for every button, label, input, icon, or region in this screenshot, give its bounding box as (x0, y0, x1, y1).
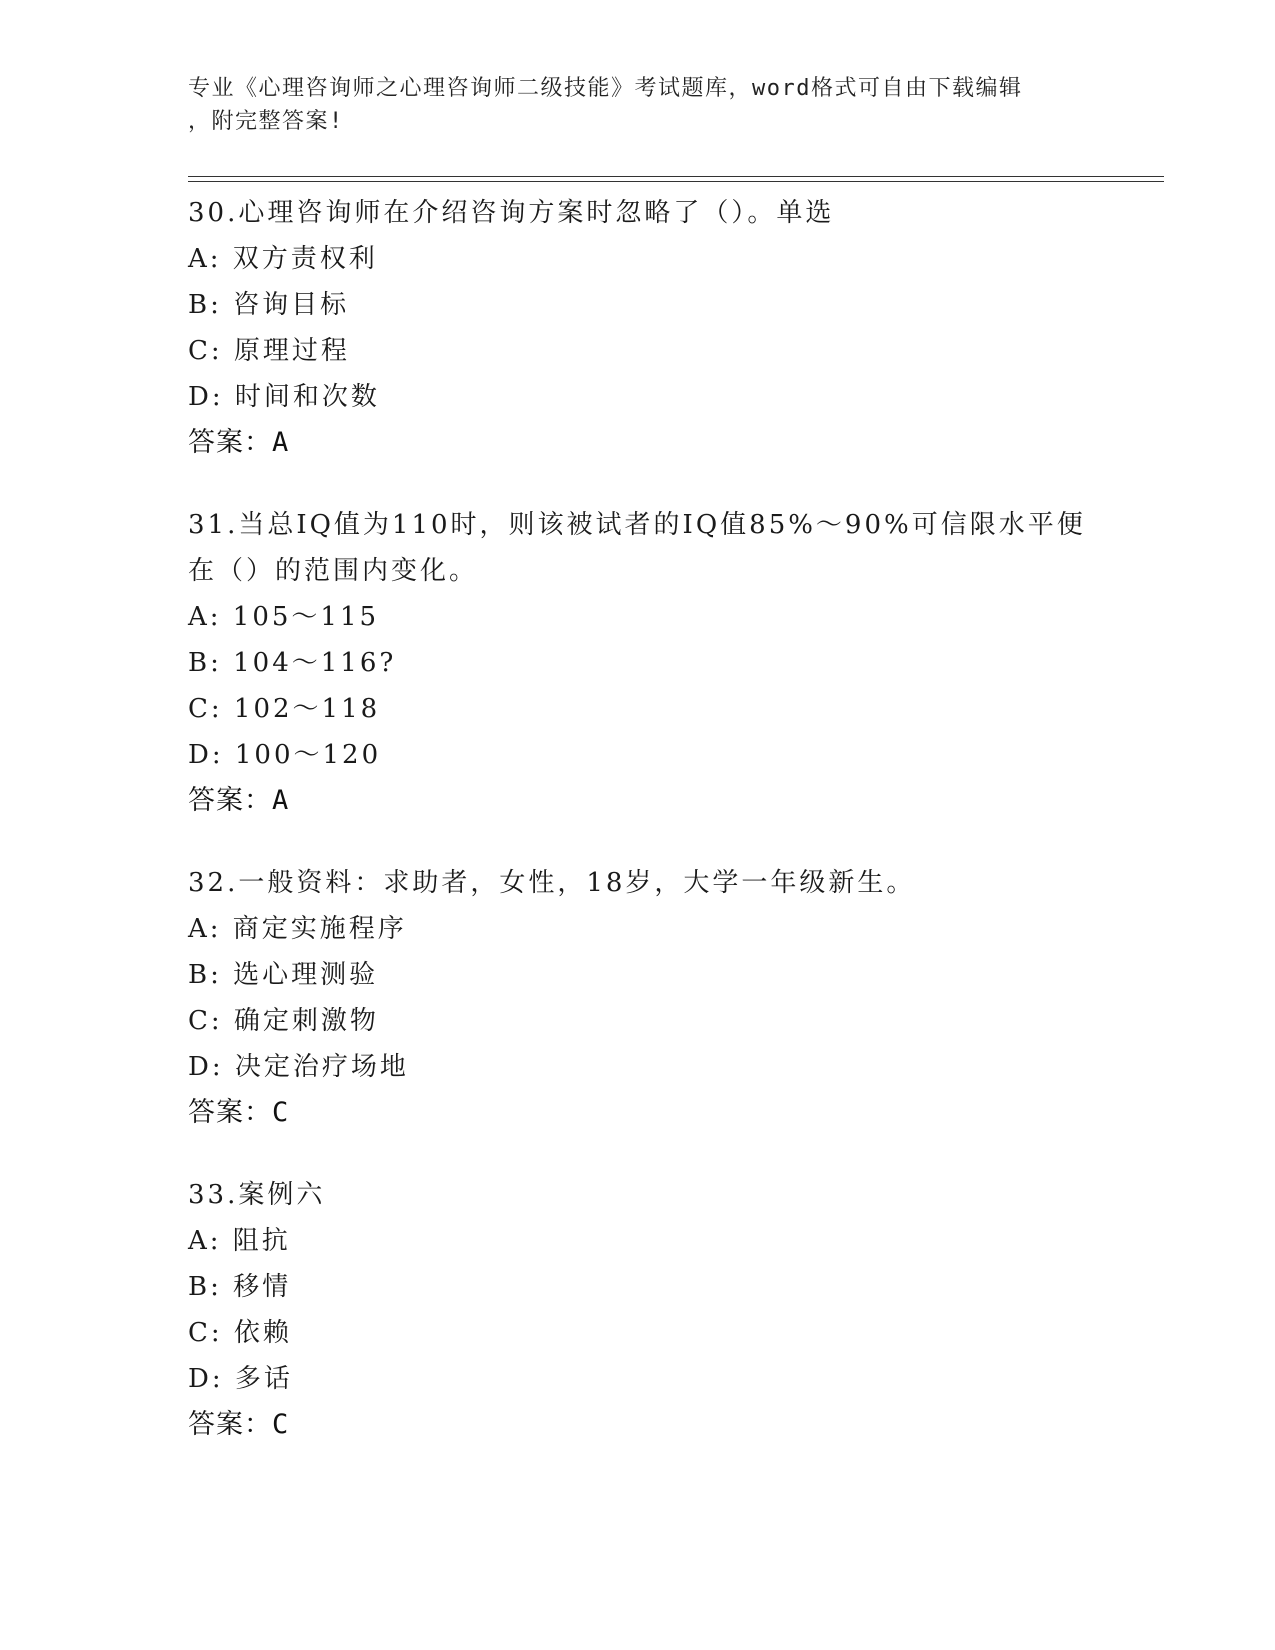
answer-line: 答案：A (188, 427, 290, 458)
option-d: D: 决定治疗场地 (188, 1052, 409, 1082)
option-b: B: 104～116? (188, 648, 397, 678)
option-d: D: 时间和次数 (188, 382, 380, 412)
option-d: D: 多话 (188, 1364, 293, 1394)
question-stem: 33.案例六 (188, 1180, 326, 1210)
question-stem: 30.心理咨询师在介绍咨询方案时忽略了（）。单选 (188, 198, 835, 228)
option-a: A: 商定实施程序 (188, 914, 407, 944)
header-divider-bottom (188, 181, 1164, 182)
answer-line: 答案：C (188, 1097, 290, 1128)
option-b: B: 选心理测验 (188, 960, 379, 990)
option-a: A: 阻抗 (188, 1226, 291, 1256)
question-list (188, 190, 1088, 1484)
header-line-2: ，附完整答案! (188, 109, 344, 134)
option-d: D: 100～120 (188, 740, 382, 770)
question-31 (188, 502, 1088, 824)
option-b: B: 移情 (188, 1272, 292, 1302)
option-a: A: 双方责权利 (188, 244, 378, 274)
option-c: C: 确定刺激物 (188, 1006, 379, 1036)
header-line-1: 专业《心理咨询师之心理咨询师二级技能》考试题库，word格式可自由下载编辑 (188, 76, 1023, 101)
option-c: C: 原理过程 (188, 336, 350, 366)
option-a: A: 105～115 (188, 602, 380, 632)
question-33 (188, 1172, 1088, 1448)
question-32 (188, 860, 1088, 1136)
document-header (188, 72, 1088, 138)
question-stem: 31.当总IQ值为110时，则该被试者的IQ值85%～90%可信限水平便在（）的范围内变化。 (188, 510, 1086, 586)
answer-line: 答案：A (188, 785, 290, 816)
option-b: B: 咨询目标 (188, 290, 350, 320)
header-divider-top (188, 176, 1164, 177)
option-c: C: 102～118 (188, 694, 381, 724)
option-c: C: 依赖 (188, 1318, 292, 1348)
question-stem: 32.一般资料：求助者，女性，18岁，大学一年级新生。 (188, 868, 916, 898)
question-30 (188, 190, 1088, 466)
answer-line: 答案：C (188, 1409, 290, 1440)
